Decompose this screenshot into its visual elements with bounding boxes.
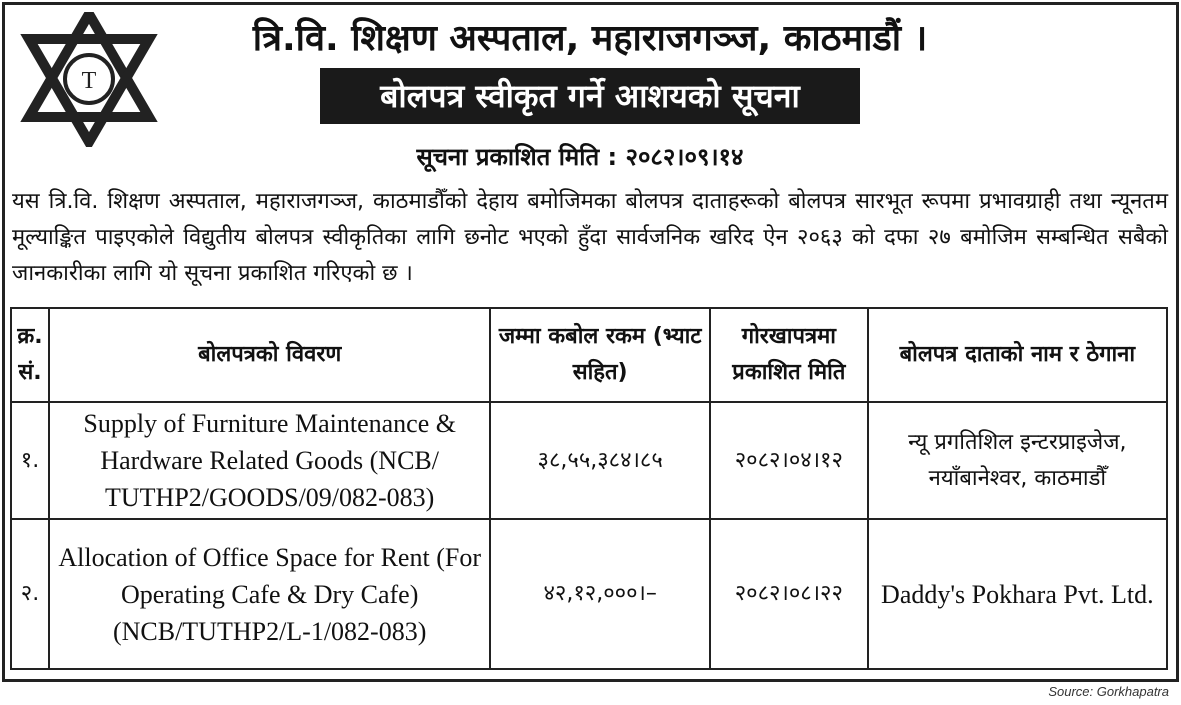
row-amount: ३८,५५,३८४।८५ [490, 402, 710, 519]
row-bidder: Daddy's Pokhara Pvt. Ltd. [868, 519, 1167, 669]
table-row [11, 519, 1167, 669]
header-amount: जम्मा कबोल रकम (भ्याट सहित) [490, 308, 710, 402]
row-description: Allocation of Office Space for Rent (For Operating Cafe & Dry Cafe) (NCB/TUTHP2/L-1/082-083) [49, 519, 490, 669]
publish-date: सूचना प्रकाशित मिति : २०८२।०९।१४ [416, 143, 744, 171]
row-date: २०८२।०४।१२ [710, 402, 868, 519]
source-credit: Source: Gorkhapatra [1048, 684, 1169, 699]
row-description: Supply of Furniture Maintenance & Hardware Related Goods (NCB/ TUTHP2/GOODS/09/082-083) [49, 402, 490, 519]
svg-text:T: T [81, 68, 97, 94]
row-sn: २. [11, 519, 49, 669]
header-sn: क्र. सं. [11, 308, 49, 402]
header-description: बोलपत्रको विवरण [49, 308, 490, 402]
hospital-title: त्रि.वि. शिक्षण अस्पताल, महाराजगञ्ज, काठमाडौं । [252, 18, 928, 59]
notice-banner: बोलपत्र स्वीकृत गर्ने आशयको सूचना [320, 68, 860, 124]
bid-table [10, 307, 1168, 670]
row-amount: ४२,१२,०००।– [490, 519, 710, 669]
row-bidder: न्यू प्रगतिशिल इन्टरप्राइजेज, नयाँबानेश्वर, काठमाडौँ [868, 402, 1167, 519]
row-date: २०८२।०८।२२ [710, 519, 868, 669]
row-sn: १. [11, 402, 49, 519]
university-logo-icon [14, 12, 164, 147]
header-bidder: बोलपत्र दाताको नाम र ठेगाना [868, 308, 1167, 402]
notice-paragraph: यस त्रि.वि. शिक्षण अस्पताल, महाराजगञ्ज, काठमाडौँको देहाय बमोजिमका बोलपत्र दाताहरूको बोलपत्र सारभूत रूपमा प्रभावग्राही तथा न्यूनतम मूल्याङ्कित पाइएकोले विद्युतीय बोलपत्र स्वीकृतिका लागि छनोट भएको हुँदा सार्वजनिक खरिद ऐन २०६३ को दफा २७ बमोजिम सम्बन्धित सबैको जानकारीका लागि यो सूचना प्रकाशित गरिएको छ । [12, 189, 1168, 286]
table-row [11, 402, 1167, 519]
table-header-row [11, 308, 1167, 402]
header-date: गोरखापत्रमा प्रकाशित मिति [710, 308, 868, 402]
